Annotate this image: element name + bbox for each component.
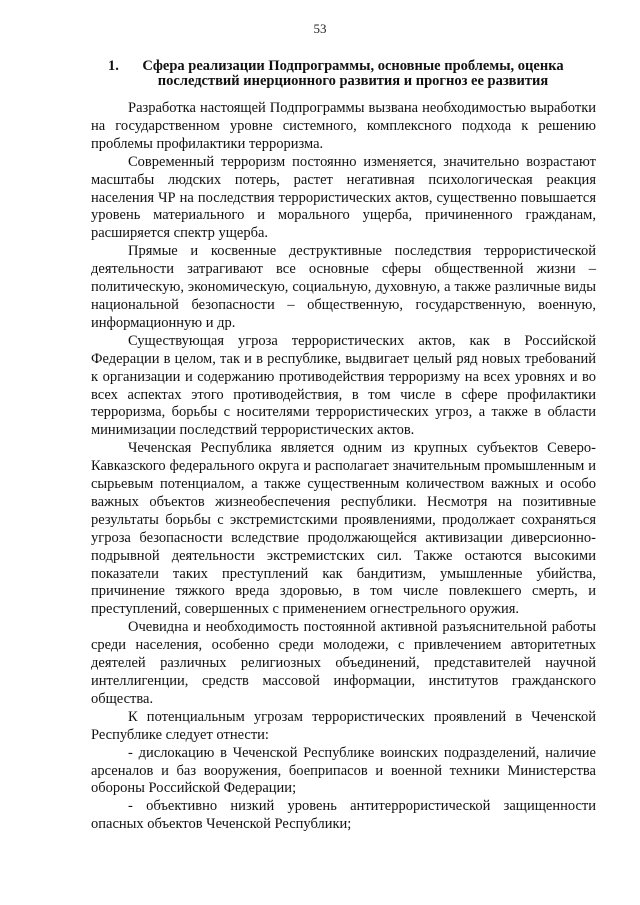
paragraph-potential-threats: К потенциальным угрозам террористических проявлений в Чеченской Республике следует отнести: bbox=[91, 708, 596, 743]
paragraph-existing-threat: Существующая угроза террористических актов, как в Российской Федерации в целом, так и в республике, выдвигает целый ряд новых требований к организации и содержанию противодействия терроризму на всех уровнях и во всех аспектах этого противодействия, в том числе в сфере профилактики терроризма, борьбы с носителями террористических угроз, а также в области минимизации последствий террористических актов. bbox=[91, 332, 596, 439]
page-number: 53 bbox=[313, 21, 327, 36]
document-body bbox=[91, 100, 596, 834]
paragraph-purpose: Разработка настоящей Подпрограммы вызвана необходимостью выработки на государственном уровне системного, комплексного подхода к решению проблемы профилактики терроризма. bbox=[91, 100, 596, 152]
section-heading bbox=[108, 59, 578, 89]
list-item-military-units: - дислокацию в Чеченской Республике воинских подразделений, наличие арсеналов и баз вооружения, боеприпасов и военной техники Министерства обороны Российской Федерации; bbox=[91, 744, 596, 797]
paragraph-explanatory-work: Очевидна и необходимость постоянной активной разъяснительной работы среди населения, особенно среди молодежи, с привлечением авторитетных деятелей различных религиозных объединений, представителей научной интеллигенции, средств массовой информации, институтов гражданского общества. bbox=[91, 619, 596, 707]
paragraph-modern-terrorism: Современный терроризм постоянно изменяется, значительно возрастают масштабы людских потерь, растет негативная психологическая реакция населения ЧР на последствия террористических актов, существенно повышается уровень материального и морального ущерба, причиненного гражданам, расширяется спектр ущерба. bbox=[91, 153, 596, 242]
section-title: Сфера реализации Подпрограммы, основные проблемы, оценка последствий инерционного развития и прогноз ее развития bbox=[142, 58, 564, 89]
section-number: 1. bbox=[108, 58, 119, 74]
list-item-protection-level: - объективно низкий уровень антитеррористической защищенности опасных объектов Чеченской Республики; bbox=[91, 798, 596, 833]
paragraph-chechen-republic: Чеченская Республика является одним из крупных субъектов Северо-Кавказского федерального округа и располагает значительным промышленным и сырьевым потенциалом, а также существенным количеством важных и особо важных объектов жизнеобеспечения республики. Несмотря на позитивные результаты борьбы с экстремистскими проявлениями, продолжает сохраняться угроза безопасности вследствие продолжающейся активизации диверсионно-подрывной деятельности экстремистских сил. Также остаются высокими показатели таких преступлений как бандитизм, умышленные убийства, причинение тяжкого вреда здоровью, в том числе повлекшего смерть, и преступлений, совершенных с применением огнестрельного оружия. bbox=[91, 440, 596, 618]
paragraph-consequences: Прямые и косвенные деструктивные последствия террористической деятельности затрагивают все основные сферы общественной жизни – политическую, экономическую, социальную, духовную, а также различные виды национальной безопасности – общественную, государственную, военную, информационную и др. bbox=[91, 243, 596, 331]
